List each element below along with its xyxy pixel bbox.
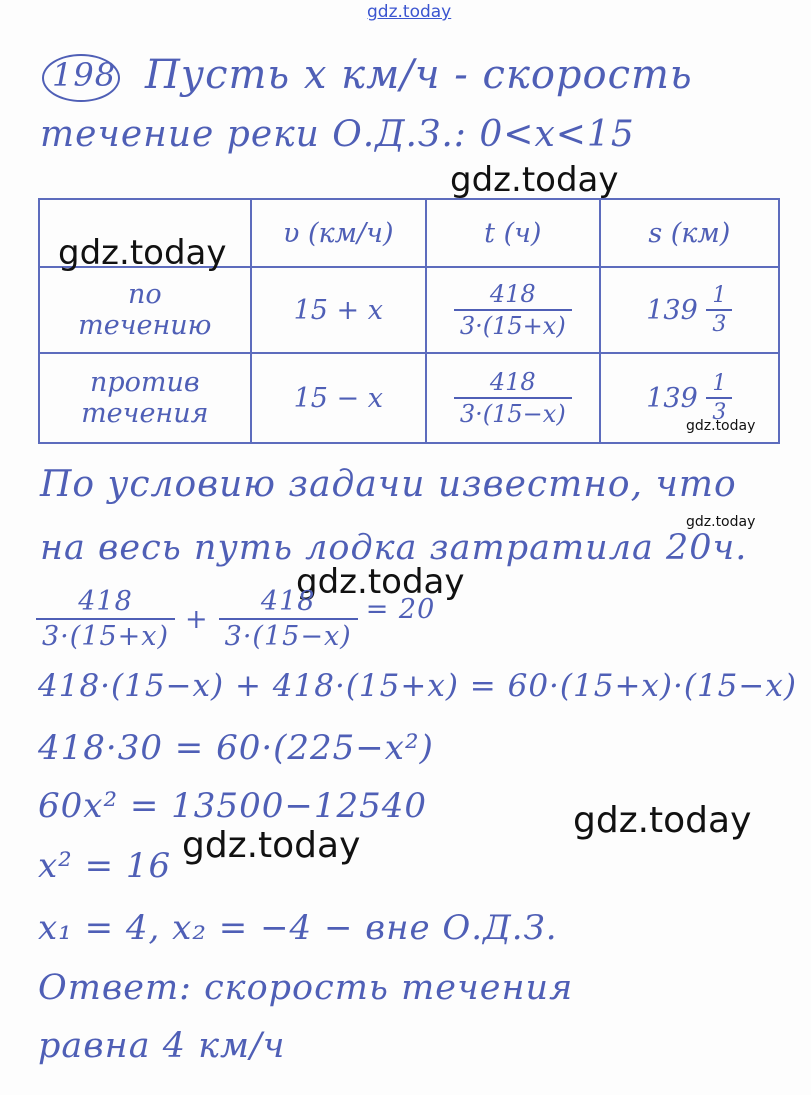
solution-line-2: 418·30 = 60·(225−x²) (38, 728, 434, 768)
time-denominator: 3·(15+x) (459, 312, 566, 340)
watermark-top[interactable]: gdz.today (367, 2, 452, 22)
row-label (39, 353, 251, 443)
row-label (39, 267, 251, 353)
table-row (39, 353, 779, 443)
equation-1 (36, 586, 435, 652)
distance-numerator: 1 (706, 283, 732, 311)
solution-line-5: x₁ = 4, x₂ = −4 − вне О.Д.З. (38, 908, 558, 948)
equation-rhs: = 20 (365, 593, 436, 625)
distance-denominator: 3 (712, 400, 727, 425)
equation-fraction-2-denominator: 3·(15−x) (224, 621, 352, 652)
equation-fraction-1-numerator: 418 (36, 586, 175, 620)
time-fraction (454, 368, 572, 428)
row-label-line2: течения (81, 398, 209, 429)
row-time (426, 353, 600, 443)
condition-line-2: на весь путь лодка затратила 20ч. (40, 528, 748, 568)
problem-number: 198 (52, 56, 117, 94)
header-time: t (ч) (426, 199, 600, 267)
time-numerator: 418 (454, 368, 572, 399)
row-speed: 15 + x (251, 267, 426, 353)
equation-fraction-1-denominator: 3·(15+x) (42, 621, 170, 652)
solution-line-4: x² = 16 (38, 846, 172, 886)
row-distance (600, 267, 779, 353)
time-fraction (454, 280, 572, 340)
watermark-bottom: gdz.today (182, 825, 361, 866)
equation-plus: + (185, 603, 209, 635)
time-denominator: 3·(15−x) (459, 400, 566, 428)
header-speed: υ (км/ч) (251, 199, 426, 267)
condition-line-1: По условию задачи известно, что (40, 464, 737, 505)
watermark-header: gdz.today (450, 160, 619, 200)
watermark-table-small: gdz.today (686, 418, 756, 434)
header-distance: s (км) (600, 199, 779, 267)
watermark-text-small: gdz.today (686, 514, 756, 530)
row-speed: 15 − x (251, 353, 426, 443)
distance-whole: 139 (646, 294, 698, 326)
solution-line-3: 60x² = 13500−12540 (38, 786, 427, 826)
equation-fraction-2-numerator: 418 (219, 586, 358, 620)
equation-fraction-1 (36, 586, 175, 652)
equation-fraction-2 (219, 586, 358, 652)
row-label-line2: течению (78, 310, 212, 341)
watermark-equation: gdz.today (296, 562, 465, 602)
row-time (426, 267, 600, 353)
row-label-line1: по (127, 279, 162, 310)
row-label-line1: против (89, 367, 200, 398)
watermark-right: gdz.today (573, 800, 752, 841)
answer-line-2: равна 4 км/ч (38, 1026, 286, 1066)
answer-line-1: Ответ: скорость течения (38, 968, 574, 1008)
distance-whole: 139 (646, 382, 698, 414)
problem-line-1: Пусть x км/ч - скорость (145, 52, 693, 98)
distance-mixed-number (646, 371, 732, 425)
distance-fraction (706, 283, 732, 337)
distance-mixed-number (646, 283, 732, 337)
table-row (39, 267, 779, 353)
time-numerator: 418 (454, 280, 572, 311)
distance-numerator: 1 (706, 371, 732, 399)
solution-line-1: 418·(15−x) + 418·(15+x) = 60·(15+x)·(15−x) (38, 668, 797, 704)
distance-denominator: 3 (712, 312, 727, 337)
distance-fraction (706, 371, 732, 425)
watermark-table-left: gdz.today (58, 233, 227, 273)
problem-line-2: течение реки О.Д.З.: 0<x<15 (40, 114, 635, 155)
